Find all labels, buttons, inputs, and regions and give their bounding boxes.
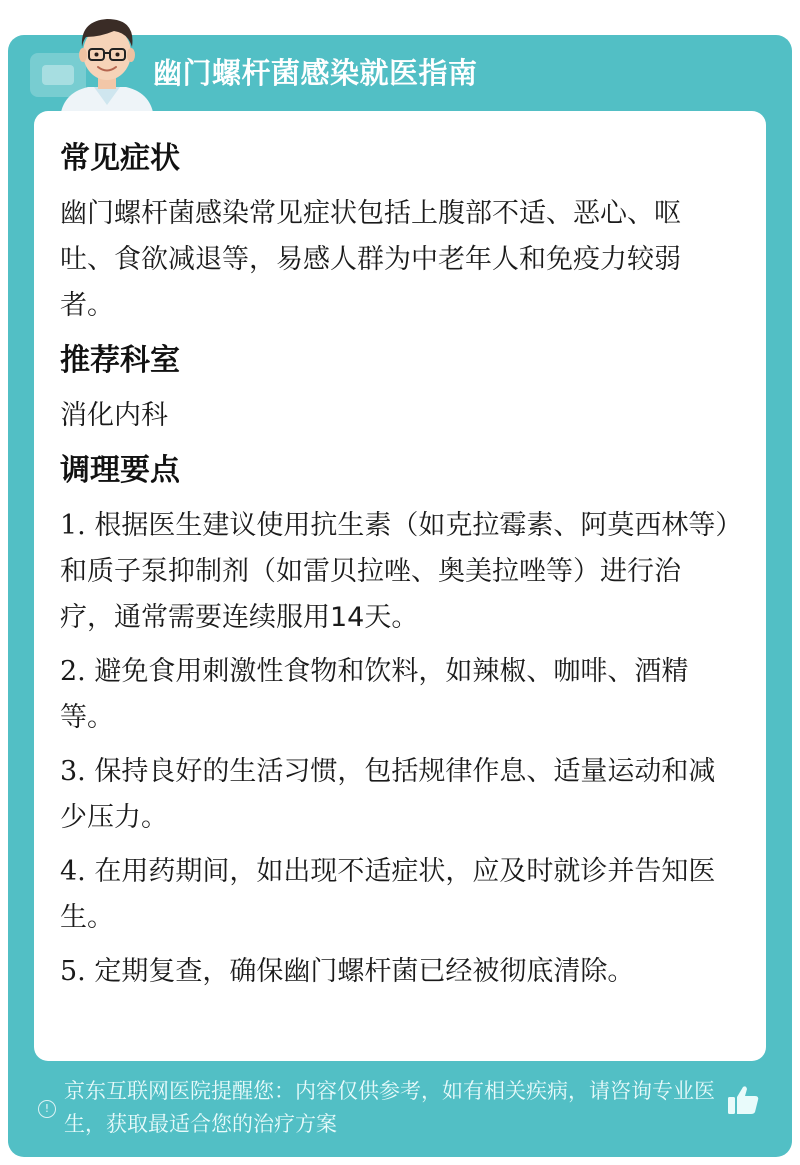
care-item-text: 保持良好的生活习惯，包括规律作息、适量运动和减少压力。 xyxy=(60,756,716,833)
info-icon: ! xyxy=(38,1100,56,1118)
content-card xyxy=(34,111,766,1061)
care-item-number: 2. xyxy=(60,656,86,687)
guide-panel xyxy=(8,35,792,1157)
department-title: 推荐科室 xyxy=(60,343,180,378)
disclaimer-text: 京东互联网医院提醒您：内容仅供参考，如有相关疾病，请咨询专业医生，获取最适合您的治疗方案 xyxy=(64,1079,715,1136)
symptoms-text: 幽门螺杆菌感染常见症状包括上腹部不适、恶心、呕吐、食欲减退等，易感人群为中老年人和免疫力较弱者。 xyxy=(60,198,681,321)
care-item-text: 根据医生建议使用抗生素（如克拉霉素、阿莫西林等）和质子泵抑制剂（如雷贝拉唑、奥美拉唑等）进行治疗，通常需要连续服用14天。 xyxy=(60,510,729,633)
care-item-text: 避免食用刺激性食物和饮料，如辣椒、咖啡、酒精等。 xyxy=(60,656,689,733)
care-item-text: 在用药期间，如出现不适症状，应及时就诊并告知医生。 xyxy=(60,856,716,933)
care-item-number: 4. xyxy=(60,856,86,887)
care-item xyxy=(60,849,732,941)
care-item xyxy=(60,749,732,841)
doctor-avatar xyxy=(52,7,162,119)
care-item-text: 定期复查，确保幽门螺杆菌已经被彻底清除。 xyxy=(94,956,635,987)
care-title: 调理要点 xyxy=(60,453,180,488)
care-item xyxy=(60,949,732,995)
care-item-number: 5. xyxy=(60,956,86,987)
care-item-number: 3. xyxy=(60,756,86,787)
care-item xyxy=(60,649,732,741)
page-title: 幽门螺杆菌感染就医指南 xyxy=(153,56,478,90)
care-item-number: 1. xyxy=(60,510,86,541)
thumbs-up-icon[interactable] xyxy=(726,1083,760,1117)
department-text: 消化内科 xyxy=(60,400,168,431)
care-item xyxy=(60,503,732,641)
symptoms-title: 常见症状 xyxy=(60,141,180,176)
